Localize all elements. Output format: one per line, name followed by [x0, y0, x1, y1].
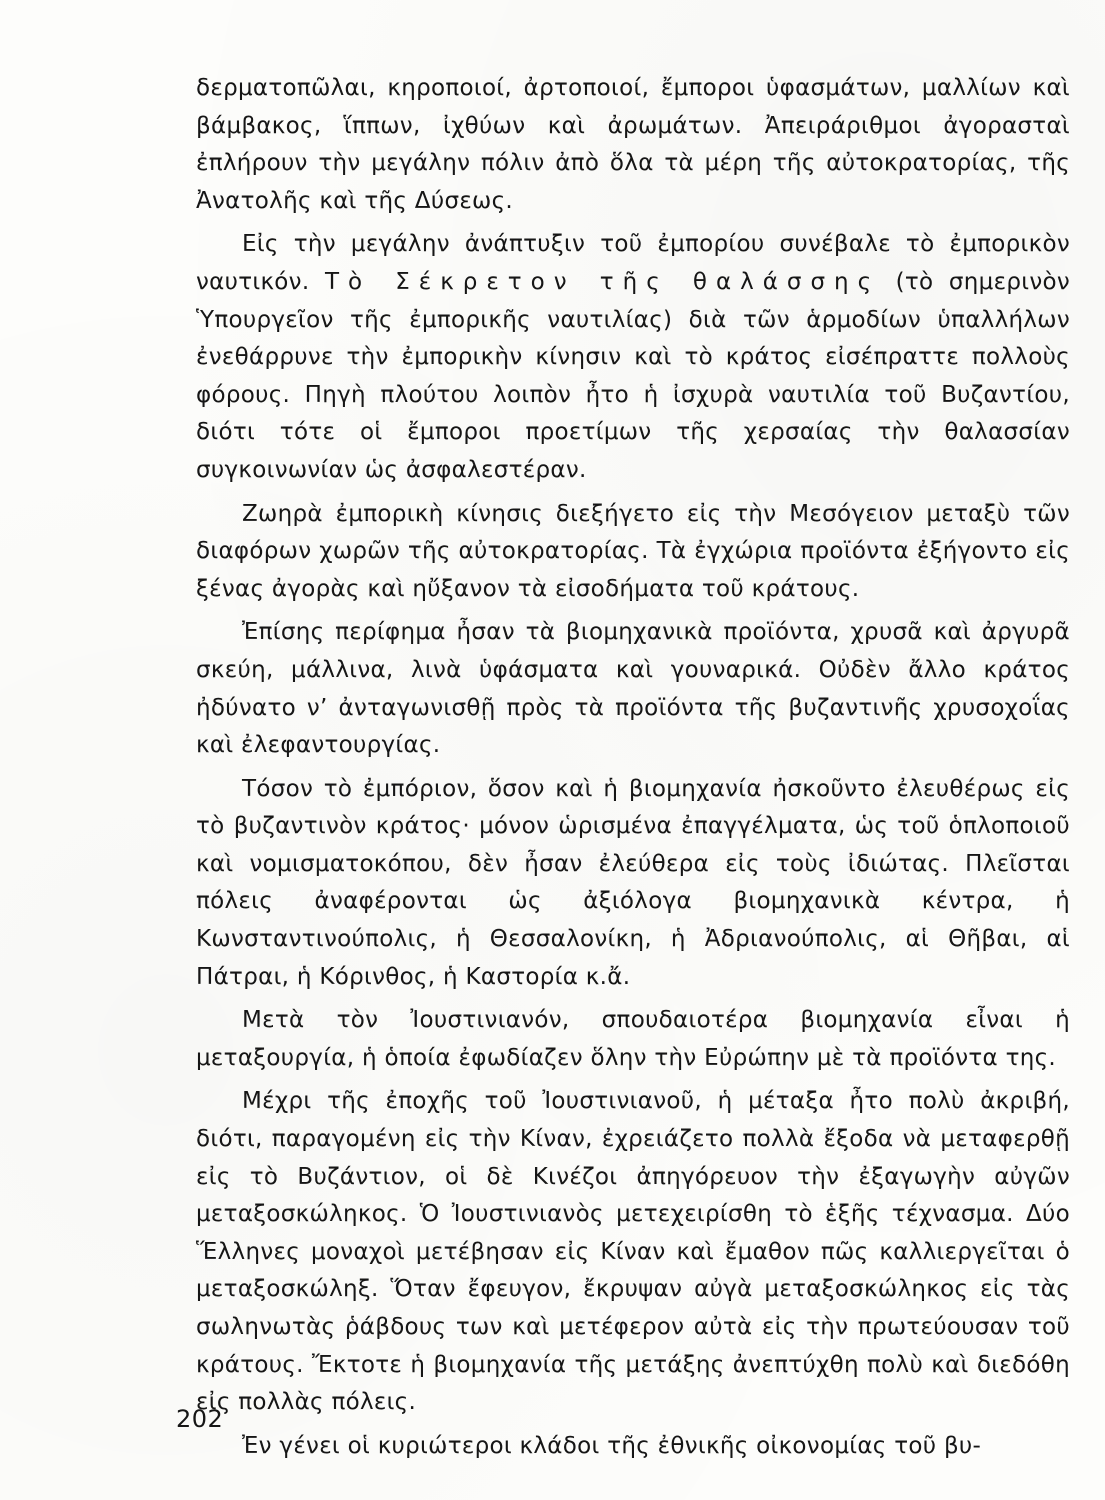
- paragraph-text: Τόσον τὸ ἐμπόριον, ὅσον καὶ ἡ βιομηχανία ἠσκοῦντο ἐλευθέρως εἰς τὸ βυζαντινὸν κράτος· μόνον ὡρισμένα ἐπαγγέλματα, ὡς τοῦ ὁπλοποιοῦ καὶ νομισματοκόπου, δὲν ἦσαν ἐλεύθερα εἰς τοὺς ἰδιώτας. Πλεῖσται πόλεις ἀναφέρονται ὡς ἀξιόλογα βιομηχανικὰ κέντρα, ἡ Κωνσταντινούπολις, ἡ Θεσσαλονίκη, ἡ Ἀδριανούπολις, αἱ Θῆβαι, αἱ Πάτραι, ἡ Κόρινθος, ἡ Καστορία κ.ἄ.: [196, 775, 1070, 990]
- paragraph-economy-branches: [196, 1428, 1070, 1466]
- paragraph-text: δερματοπῶλαι, κηροποιοί, ἀρτοποιοί, ἔμποροι ὑφασμάτων, μαλλίων καὶ βάμβακος, ἵππων, ἰχθύων καὶ ἀρωμάτων. Ἀπειράριθμοι ἀγορασταὶ ἐπλήρουν τὴν μεγάλην πόλιν ἀπὸ ὅλα τὰ μέρη τῆς αὐτοκρατορίας, τῆς Ἀνατολῆς καὶ τῆς Δύσεως.: [196, 75, 1070, 214]
- paragraph-text: Εἰς τὴν μεγάλην ἀνάπτυξιν τοῦ ἐμπορίου συνέβαλε τὸ ἐμπορικὸν ναυτικόν.: [196, 231, 1070, 295]
- spaced-emphasis-term: Τὸ Σέκρετον τῆς θαλάσσης: [324, 268, 881, 295]
- paragraph-silk-smuggling: [196, 1083, 1070, 1421]
- paragraph-text: Ἐπίσης περίφημα ἦσαν τὰ βιομηχανικὰ προϊόντα, χρυσᾶ καὶ ἀργυρᾶ σκεύη, μάλλινα, λινὰ ὑφάσματα καὶ γουναρικά. Οὐδὲν ἄλλο κράτος ἠδύνατο ν’ ἀνταγωνισθῇ πρὸς τὰ προϊόντα τῆς βυζαντινῆς χρυσοχοΐας καὶ ἐλεφαντουργίας.: [196, 619, 1070, 759]
- paragraph-industrial-centers: [196, 771, 1070, 997]
- paragraph-text: Μετὰ τὸν Ἰουστινιανόν, σπουδαιοτέρα βιομηχανία εἶναι ἡ μεταξουργία, ἡ ὁποία ἐφωδίαζεν ὅλην τὴν Εὐρώπην μὲ τὰ προϊόντα της.: [196, 1007, 1070, 1071]
- page-number: 202: [176, 1405, 224, 1433]
- paragraph-text: Ζωηρὰ ἐμπορικὴ κίνησις διεξήγετο εἰς τὴν Μεσόγειον μεταξὺ τῶν διαφόρων χωρῶν τῆς αὐτοκρατορίας. Τὰ ἐγχώρια προϊόντα ἐξήγοντο εἰς ξένας ἀγορὰς καὶ ηὔξανον τὰ εἰσοδήματα τοῦ κράτους.: [196, 500, 1070, 602]
- body-text: [196, 70, 1070, 1471]
- paragraph-merchant-navy: [196, 226, 1070, 489]
- paragraph-industrial-products: [196, 614, 1070, 764]
- paragraph-silk-industry: [196, 1002, 1070, 1077]
- paragraph-text-continued: (τὸ σημερινὸν Ὑπουργεῖον τῆς ἐμπορικῆς ναυτιλίας) διὰ τῶν ἁρμοδίων ὑπαλλήλων ἐνεθάρρυνε τὴν ἐμπορικὴν κίνησιν καὶ τὸ κράτος εἰσέπραττε πολλοὺς φόρους. Πηγὴ πλούτου λοιπὸν ἦτο ἡ ἰσχυρὰ ναυτιλία τοῦ Βυζαντίου, διότι τότε οἱ ἔμποροι προετίμων τῆς χερσαίας τὴν θαλασσίαν συγκοινωνίαν ὡς ἀσφαλεστέραν.: [196, 268, 1070, 483]
- paragraph-text: Ἐν γένει οἱ κυριώτεροι κλάδοι τῆς ἐθνικῆς οἰκονομίας τοῦ βυ-: [242, 1432, 982, 1459]
- paragraph-text: Μέχρι τῆς ἐποχῆς τοῦ Ἰουστινιανοῦ, ἡ μέταξα ἦτο πολὺ ἀκριβή, διότι, παραγομένη εἰς τὴν Κίναν, ἐχρειάζετο πολλὰ ἔξοδα νὰ μεταφερθῇ εἰς τὸ Βυζάντιον, οἱ δὲ Κινέζοι ἀπηγόρευον τὴν ἐξαγωγὴν αὐγῶν μεταξοσκώληκος. Ὁ Ἰουστινιανὸς μετεχειρίσθη τὸ ἑξῆς τέχνασμα. Δύο Ἕλληνες μοναχοὶ μετέβησαν εἰς Κίναν καὶ ἔμαθον πῶς καλλιεργεῖται ὁ μεταξοσκώληξ. Ὅταν ἔφευγον, ἔκρυψαν αὐγὰ μεταξοσκώληκος εἰς τὰς σωληνωτὰς ῥάβδους των καὶ μετέφερον αὐτὰ εἰς τὴν πρωτεύουσαν τοῦ κράτους. Ἔκτοτε ἡ βιομηχανία τῆς μετάξης ἀνεπτύχθη πολὺ καὶ διεδόθη εἰς πολλὰς πόλεις.: [196, 1088, 1070, 1416]
- paragraph-mediterranean-trade: [196, 496, 1070, 609]
- paragraph-merchants: [196, 70, 1070, 220]
